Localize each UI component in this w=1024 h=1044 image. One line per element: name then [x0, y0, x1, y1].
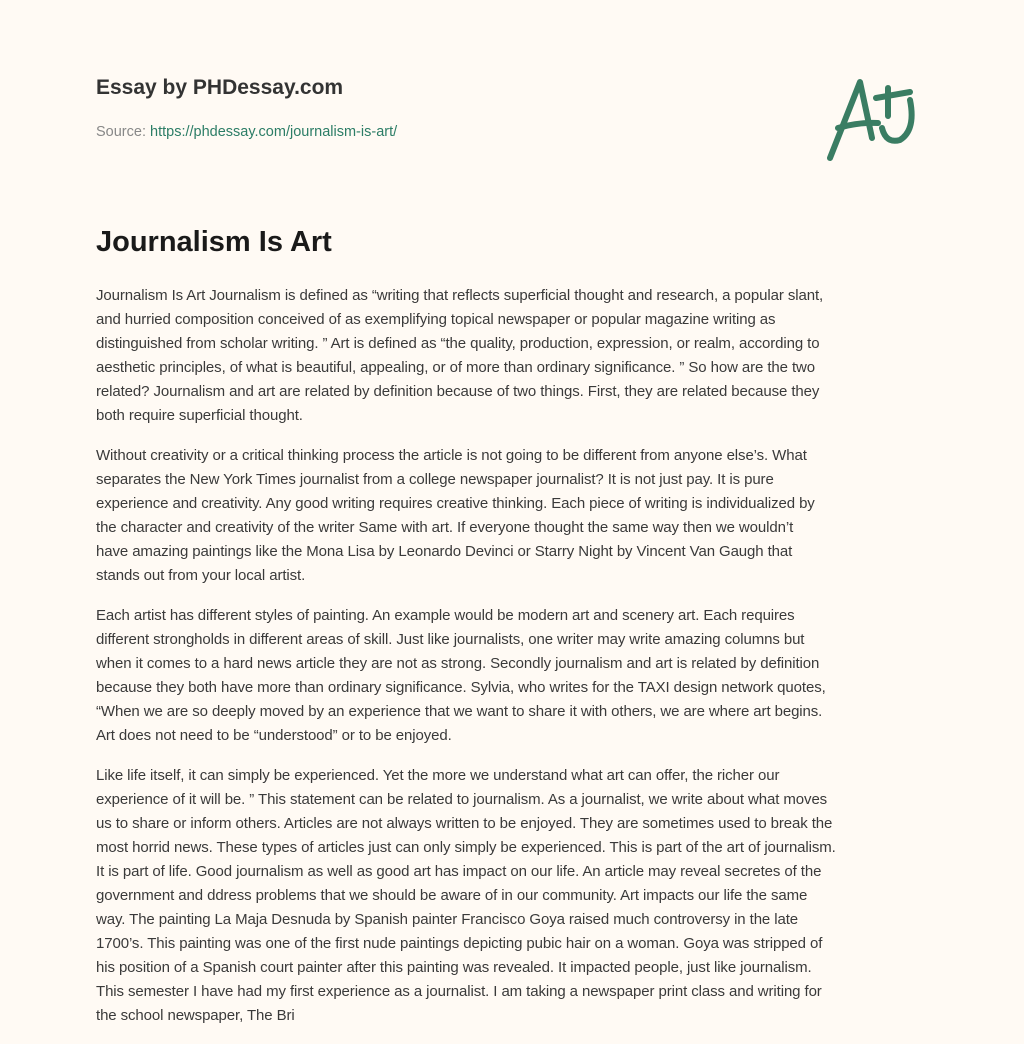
paragraph-line: the school newspaper, The Bri	[96, 1007, 295, 1024]
paragraph-line: aesthetic principles, of what is beautiful, appealing, or of more than ordinary significance. ” So how are the two	[96, 359, 816, 376]
paragraph-line: the character and creativity of the writer Same with art. If everyone thought the same way then we wouldn’t	[96, 519, 794, 536]
paragraph-line: 1700’s. This painting was one of the first nude paintings depicting pubic hair on a woman. Goya was stripped of	[96, 935, 823, 952]
paragraph-line: stands out from your local artist.	[96, 567, 306, 584]
paragraph-line: experience of it will be. ” This statement can be related to journalism. As a journalist, we write about what moves	[96, 791, 828, 808]
paragraph-line: Art does not need to be “understood” or to be enjoyed.	[96, 727, 452, 744]
paragraph-line: way. The painting La Maja Desnuda by Spanish painter Francisco Goya raised much controversy in the late	[96, 911, 799, 928]
source-line	[96, 124, 397, 140]
paragraph-line: and hurried composition conceived of as exemplifying topical newspaper or popular magazine writing as	[96, 311, 776, 328]
paragraph-line: This semester I have had my first experience as a journalist. I am taking a newspaper print class and writing for	[96, 983, 822, 1000]
article-body	[96, 284, 956, 1044]
paragraph-line: It is part of life. Good journalism as well as good art has impact on our life. An article may reveal secretes of the	[96, 863, 822, 880]
paragraph-line: distinguished from scholar writing. ” Art is defined as “the quality, production, expression, or realm, according to	[96, 335, 820, 352]
site-brand: Essay by PHDessay.com	[96, 76, 344, 99]
paragraph-line: his position of a Spanish court painter after this painting was revealed. It impacted people, just like journalism.	[96, 959, 812, 976]
paragraph-line: Each artist has different styles of painting. An example would be modern art and scenery art. Each requires	[96, 607, 795, 624]
paragraph-line: Like life itself, it can simply be experienced. Yet the more we understand what art can offer, the richer our	[96, 767, 780, 784]
article-paragraph	[96, 764, 956, 1028]
paragraph-line: experience and creativity. Any good writing requires creative thinking. Each piece of writing is individualized by	[96, 495, 815, 512]
paragraph-line: government and ddress problems that we should be aware of in our community. Art impacts our life the same	[96, 887, 808, 904]
paragraph-line: different strongholds in different areas of skill. Just like journalists, one writer may write amazing columns but	[96, 631, 805, 648]
paragraph-line: us to share or inform others. Articles are not always written to be enjoyed. They are sometimes used to break the	[96, 815, 833, 832]
a-plus-logo-icon	[820, 68, 930, 168]
paragraph-line: Without creativity or a critical thinking process the article is not going to be different from anyone else’s. What	[96, 447, 807, 464]
paragraph-line: Journalism Is Art Journalism is defined as “writing that reflects superficial thought and research, a popular slant,	[96, 287, 824, 304]
paragraph-line: both require superficial thought.	[96, 407, 303, 424]
article-paragraph	[96, 284, 956, 428]
source-link[interactable]: https://phdessay.com/journalism-is-art/	[150, 124, 398, 140]
article-paragraph	[96, 604, 956, 748]
paragraph-line: related? Journalism and art are related by definition because of two things. First, they are related because they	[96, 383, 820, 400]
paragraph-line: most horrid news. These types of articles just can only simply be experienced. This is part of the art of journalism.	[96, 839, 836, 856]
paragraph-line: have amazing paintings like the Mona Lisa by Leonardo Devinci or Starry Night by Vincent Van Gaugh that	[96, 543, 793, 560]
paragraph-line: because they both have more than ordinary significance. Sylvia, who writes for the TAXI design network quotes,	[96, 679, 826, 696]
article-paragraph	[96, 444, 956, 588]
article-title: Journalism Is Art	[96, 226, 332, 258]
paragraph-line: separates the New York Times journalist from a college newspaper journalist? It is not just pay. It is pure	[96, 471, 774, 488]
paragraph-line: when it comes to a hard news article they are not as strong. Secondly journalism and art is related by definition	[96, 655, 820, 672]
paragraph-line: “When we are so deeply moved by an experience that we want to share it with others, we are where art begins.	[96, 703, 823, 720]
source-label: Source:	[96, 124, 146, 140]
